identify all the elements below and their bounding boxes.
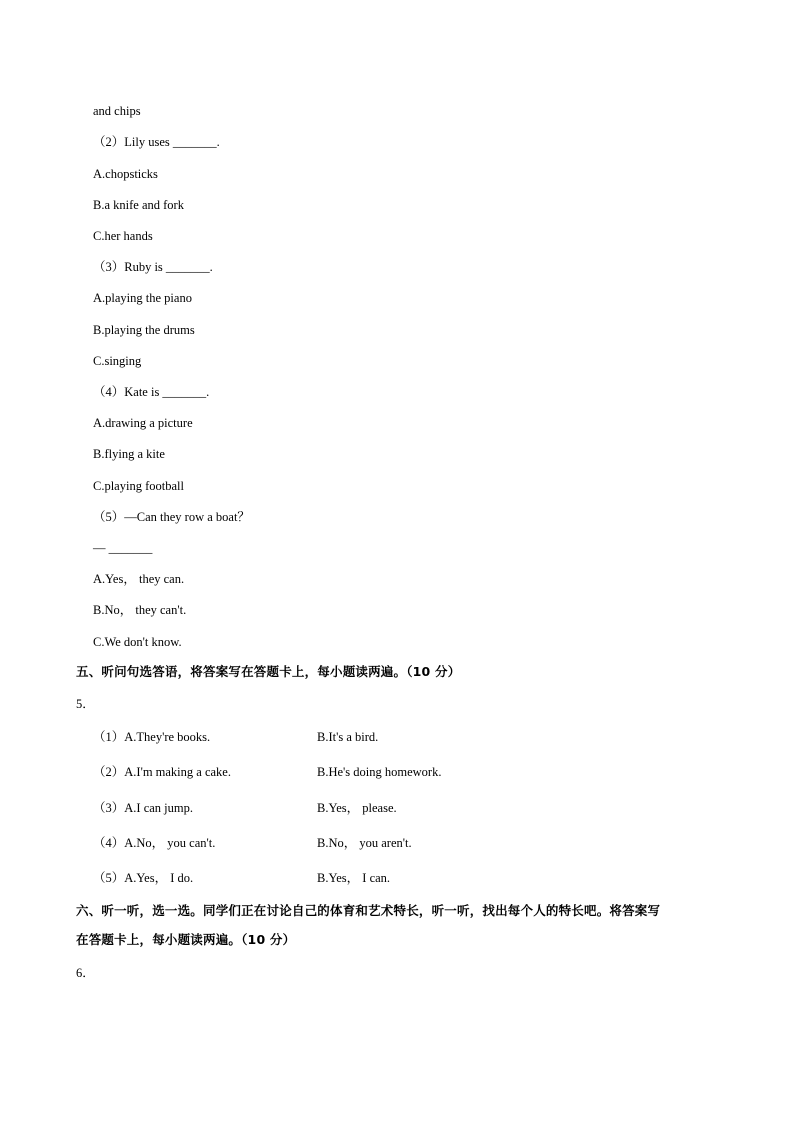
section-5-number: 5． (76, 697, 95, 711)
section-5-heading: 五、听问句选答语，将答案写在答题卡上，每小题读两遍。（10 分） (76, 664, 461, 679)
question-4-option-a: A.drawing a picture (93, 416, 193, 430)
question-2-option-a: A.chopsticks (93, 167, 158, 181)
section-6-heading-line-1: 六、听一听，选一选。同学们正在讨论自己的体育和艺术特长，听一听，找出每个人的特长吧。将答案写 (76, 903, 661, 918)
continuation-text: and chips (93, 104, 141, 118)
question-2-option-c: C.her hands (93, 229, 153, 243)
section-6-heading-line-2: 在答题卡上，每小题读两遍。（10 分） (76, 932, 296, 947)
section-5-row-5-a: （5）A.Yes， I do. (93, 871, 194, 885)
question-4-option-c: C.playing football (93, 479, 184, 493)
section-5-row-2-b: B.He's doing homework. (317, 765, 442, 779)
section-5-row-4-a: （4）A.No， you can't. (93, 836, 216, 850)
question-3-option-c: C.singing (93, 354, 142, 368)
section-5-row-1-a: （1）A.They're books. (93, 730, 211, 744)
question-2-option-b: B.a knife and fork (93, 198, 184, 212)
section-6-number: 6． (76, 966, 95, 980)
question-5-option-c: C.We don't know. (93, 635, 182, 649)
question-5-option-a: A.Yes， they can. (93, 572, 185, 586)
question-3-option-a: A.playing the piano (93, 291, 192, 305)
section-5-row-5-b: B.Yes， I can. (317, 871, 391, 885)
question-5-stem: （5）—Can they row a boat？ (93, 510, 250, 524)
question-2-stem: （2）Lily uses _______. (93, 135, 220, 149)
section-5-row-3-a: （3）A.I can jump. (93, 801, 193, 815)
section-5-row-2-a: （2）A.I'm making a cake. (93, 765, 231, 779)
section-5-row-3-b: B.Yes， please. (317, 801, 397, 815)
question-5-option-b: B.No， they can't. (93, 603, 187, 617)
question-5-answer-blank: — _______ (93, 541, 153, 555)
section-5-row-1-b: B.It's a bird. (317, 730, 379, 744)
section-5-row-4-b: B.No， you aren't. (317, 836, 412, 850)
question-4-option-b: B.flying a kite (93, 447, 165, 461)
question-4-stem: （4）Kate is _______. (93, 385, 210, 399)
question-3-stem: （3）Ruby is _______. (93, 260, 213, 274)
question-3-option-b: B.playing the drums (93, 323, 195, 337)
